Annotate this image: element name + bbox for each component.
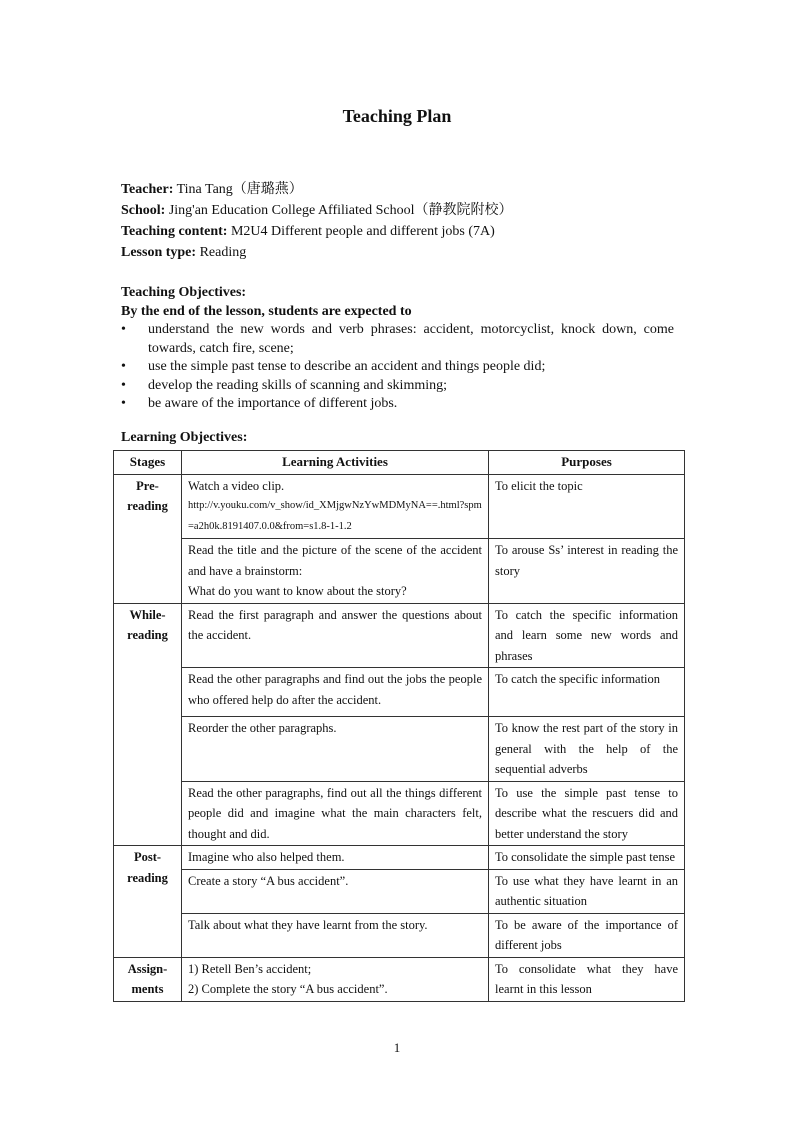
purpose-cell: To elicit the topic [489, 474, 685, 539]
activity-cell: Read the first paragraph and answer the questions about the accident. [182, 603, 489, 668]
page-number: 1 [393, 1040, 401, 1055]
activity-cell: Imagine who also helped them. [182, 846, 489, 870]
school-line: School: Jing'an Education College Affiliated School（静教院附校） [121, 203, 513, 218]
purpose-cell: To consolidate the simple past tense [489, 846, 685, 870]
purposes-header: Purposes [489, 451, 685, 475]
activity-cell: Talk about what they have learnt from the story. [182, 913, 489, 957]
activities-header: Learning Activities [182, 451, 489, 475]
stage-pre-reading: Pre-reading [114, 474, 182, 603]
table-row [114, 957, 685, 1001]
activity-cell: Read the other paragraphs and find out the jobs the people who offered help do after the accident. [182, 668, 489, 717]
activity-cell: Read the other paragraphs, find out all the things different people did and imagine what the main characters felt, thought and did. [182, 781, 489, 846]
activity-cell: Read the title and the picture of the scene of the accident and have a brainstorm: What do you want to know about the story? [182, 539, 489, 604]
lesson-meta [121, 179, 513, 263]
objective-item: • use the simple past tense to describe an accident and things people did; [121, 358, 674, 377]
purpose-cell: To consolidate what they have learnt in this lesson [489, 957, 685, 1001]
stages-header: Stages [114, 451, 182, 475]
learning-objectives-heading: Learning Objectives: [121, 430, 248, 445]
table-row [114, 539, 685, 604]
purpose-cell: To know the rest part of the story in general with the help of the sequential adverbs [489, 717, 685, 782]
activity-cell: 1) Retell Ben’s accident; 2) Complete the story “A bus accident”. [182, 957, 489, 1001]
document-title: Teaching Plan [342, 106, 452, 126]
activity-cell: Reorder the other paragraphs. [182, 717, 489, 782]
activity-cell: Create a story “A bus accident”. [182, 869, 489, 913]
learning-objectives-table [113, 450, 685, 1002]
purpose-cell: To use what they have learnt in an authentic situation [489, 869, 685, 913]
teacher-line: Teacher: Tina Tang（唐璐燕） [121, 182, 303, 197]
purpose-cell: To arouse Ss’ interest in reading the story [489, 539, 685, 604]
teaching-objectives-heading: Teaching Objectives: [121, 285, 247, 300]
purpose-cell: To be aware of the importance of different jobs [489, 913, 685, 957]
lesson-type-line: Lesson type: Reading [121, 245, 247, 260]
purpose-cell: To use the simple past tense to describe what the rescuers did and better understand the story [489, 781, 685, 846]
stage-post-reading: Post-reading [114, 846, 182, 958]
objective-item: • be aware of the importance of different jobs. [121, 395, 674, 414]
table-row [114, 869, 685, 913]
table-row [114, 668, 685, 717]
table-row [114, 717, 685, 782]
activity-cell: Watch a video clip. http://v.youku.com/v_show/id_XMjgwNzYwMDMyNA==.html?spm=a2h0k.8191407.0.0&from=s1.8-1-1.2 [182, 474, 489, 539]
teaching-objectives [121, 284, 674, 414]
objective-item: • understand the new words and verb phrases: accident, motorcyclist, knock down, come towards, catch fire, scene; [121, 321, 674, 358]
objectives-list [121, 321, 674, 414]
table-row [114, 913, 685, 957]
table-row [114, 603, 685, 668]
content-line: Teaching content: M2U4 Different people and different jobs (7A) [121, 224, 495, 239]
stage-while-reading: While-reading [114, 603, 182, 846]
teaching-objectives-subheading: By the end of the lesson, students are expected to [121, 303, 412, 319]
stage-assignments: Assign-ments [114, 957, 182, 1001]
table-row [114, 846, 685, 870]
purpose-cell: To catch the specific information [489, 668, 685, 717]
purpose-cell: To catch the specific information and learn some new words and phrases [489, 603, 685, 668]
table-row [114, 781, 685, 846]
table-row [114, 474, 685, 539]
objective-item: • develop the reading skills of scanning and skimming; [121, 377, 674, 396]
table-header-row [114, 451, 685, 475]
video-link[interactable]: http://v.youku.com/v_show/id_XMjgwNzYwMDMyNA==.html?spm=a2h0k.8191407.0.0&from=s1.8-1-1.2 [188, 500, 482, 532]
